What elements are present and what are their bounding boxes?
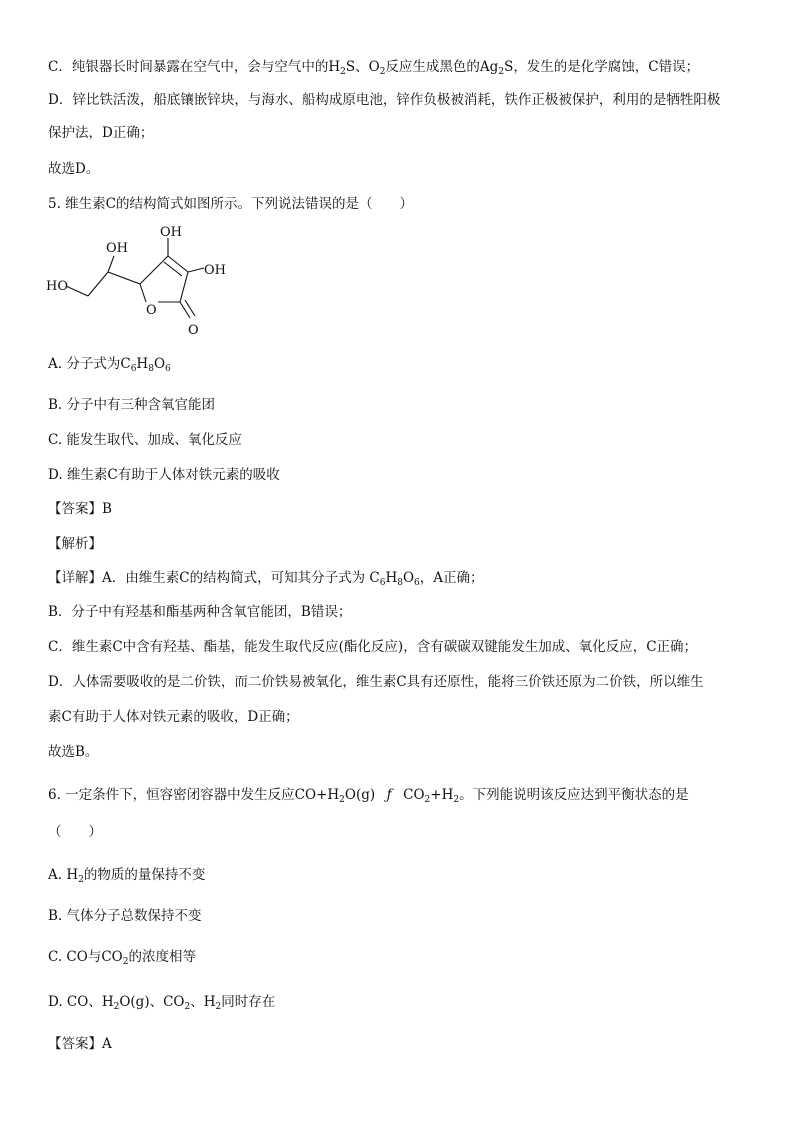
q5-option-d: D. 维生素C有助于人体对铁元素的吸收	[48, 467, 280, 483]
prev-option-d-explanation-line2: 保护法，D正确；	[48, 125, 154, 141]
q5-option-b: B. 分子中有三种含氧官能团	[48, 397, 216, 413]
q5-option-a: A. 分子式为$C_6H_8O_6$	[48, 356, 171, 374]
label-oh-right: OH	[204, 263, 226, 278]
bond-ho-ch2	[66, 286, 88, 296]
bond-ring-5	[140, 284, 146, 302]
q6-answer: 【答案】A	[48, 1036, 112, 1052]
q6-stem: 6. 一定条件下，恒容密闭容器中发生反应$CO+H_2O(g)$ ƒ $CO_2+H_2$。下列能说明该反应达到平衡状态的是	[48, 787, 689, 805]
bond-ch2-ch	[88, 272, 108, 296]
prev-conclusion: 故选D。	[48, 161, 100, 177]
q5-conclusion: 故选B。	[48, 744, 99, 760]
bond-ch-oh	[108, 256, 114, 272]
label-oh-side: OH	[106, 241, 128, 256]
q5-option-c: C. 能发生取代、加成、氧化反应	[48, 432, 242, 448]
q5-analysis-title: 【解析】	[48, 536, 102, 552]
q5-detail-b: B．分子中有羟基和酯基两种含氧官能团，B错误；	[48, 604, 352, 620]
structure-bonds	[66, 238, 204, 318]
q5-stem: 5. 维生素C的结构简式如图所示。下列说法错误的是（ ）	[48, 196, 414, 212]
q6-answer-paren: （ ）	[48, 824, 102, 840]
bond-ring-double-a	[168, 256, 188, 272]
q5-detail-d-line1: D．人体需要吸收的是二价铁，而二价铁易被氧化，维生素C具有还原性，能将三价铁还原为二价铁，所以维生	[48, 674, 704, 690]
vitamin-c-structure-diagram	[40, 222, 226, 342]
label-ho: HO	[46, 279, 68, 294]
bond-carbonyl-a	[180, 302, 190, 318]
q5-detail-d-line2: 素C有助于人体对铁元素的吸收，D正确；	[48, 709, 299, 725]
bond-ring-double-b	[164, 262, 182, 276]
bond-ch-ring	[108, 272, 140, 284]
q6-option-a: A. $H_2$的物质的量保持不变	[48, 867, 206, 885]
bond-right-oh	[188, 268, 204, 272]
q5-detail-a: 【详解】A．由维生素C的结构简式，可知其分子式为 $C_6H_8O_6$，A正确；	[48, 570, 484, 588]
q5-detail-c: C．维生素C中含有羟基、酯基，能发生取代反应(酯化反应)，含有碳碳双键能发生加成、氧化反应，C正确；	[48, 639, 698, 655]
prev-option-c-explanation: C．纯银器长时间暴露在空气中，会与空气中的$H_2S$、$O_2$反应生成黑色的$Ag_2S$，发生的是化学腐蚀，C错误；	[48, 59, 700, 77]
label-carbonyl-o: O	[188, 323, 199, 338]
label-oh-top: OH	[160, 225, 182, 240]
q6-option-b: B. 气体分子总数保持不变	[48, 908, 202, 924]
bond-ring-1	[140, 256, 168, 284]
reversible-arrow-icon: ƒ	[386, 787, 392, 803]
bond-ring-3	[180, 272, 188, 302]
bond-carbonyl-b	[185, 300, 195, 316]
q6-option-d: D. CO、$H_2O(g)$、$CO_2$、$H_2$同时存在	[48, 994, 276, 1012]
q5-answer: 【答案】B	[48, 501, 112, 517]
label-ring-o: O	[146, 303, 157, 318]
prev-option-d-explanation-line1: D．锌比铁活泼，船底镶嵌锌块，与海水、船构成原电池，锌作负极被消耗，铁作正极被保护，利用的是牺牲阳极	[48, 92, 721, 108]
q6-option-c: C. CO与$CO_2$的浓度相等	[48, 949, 196, 967]
